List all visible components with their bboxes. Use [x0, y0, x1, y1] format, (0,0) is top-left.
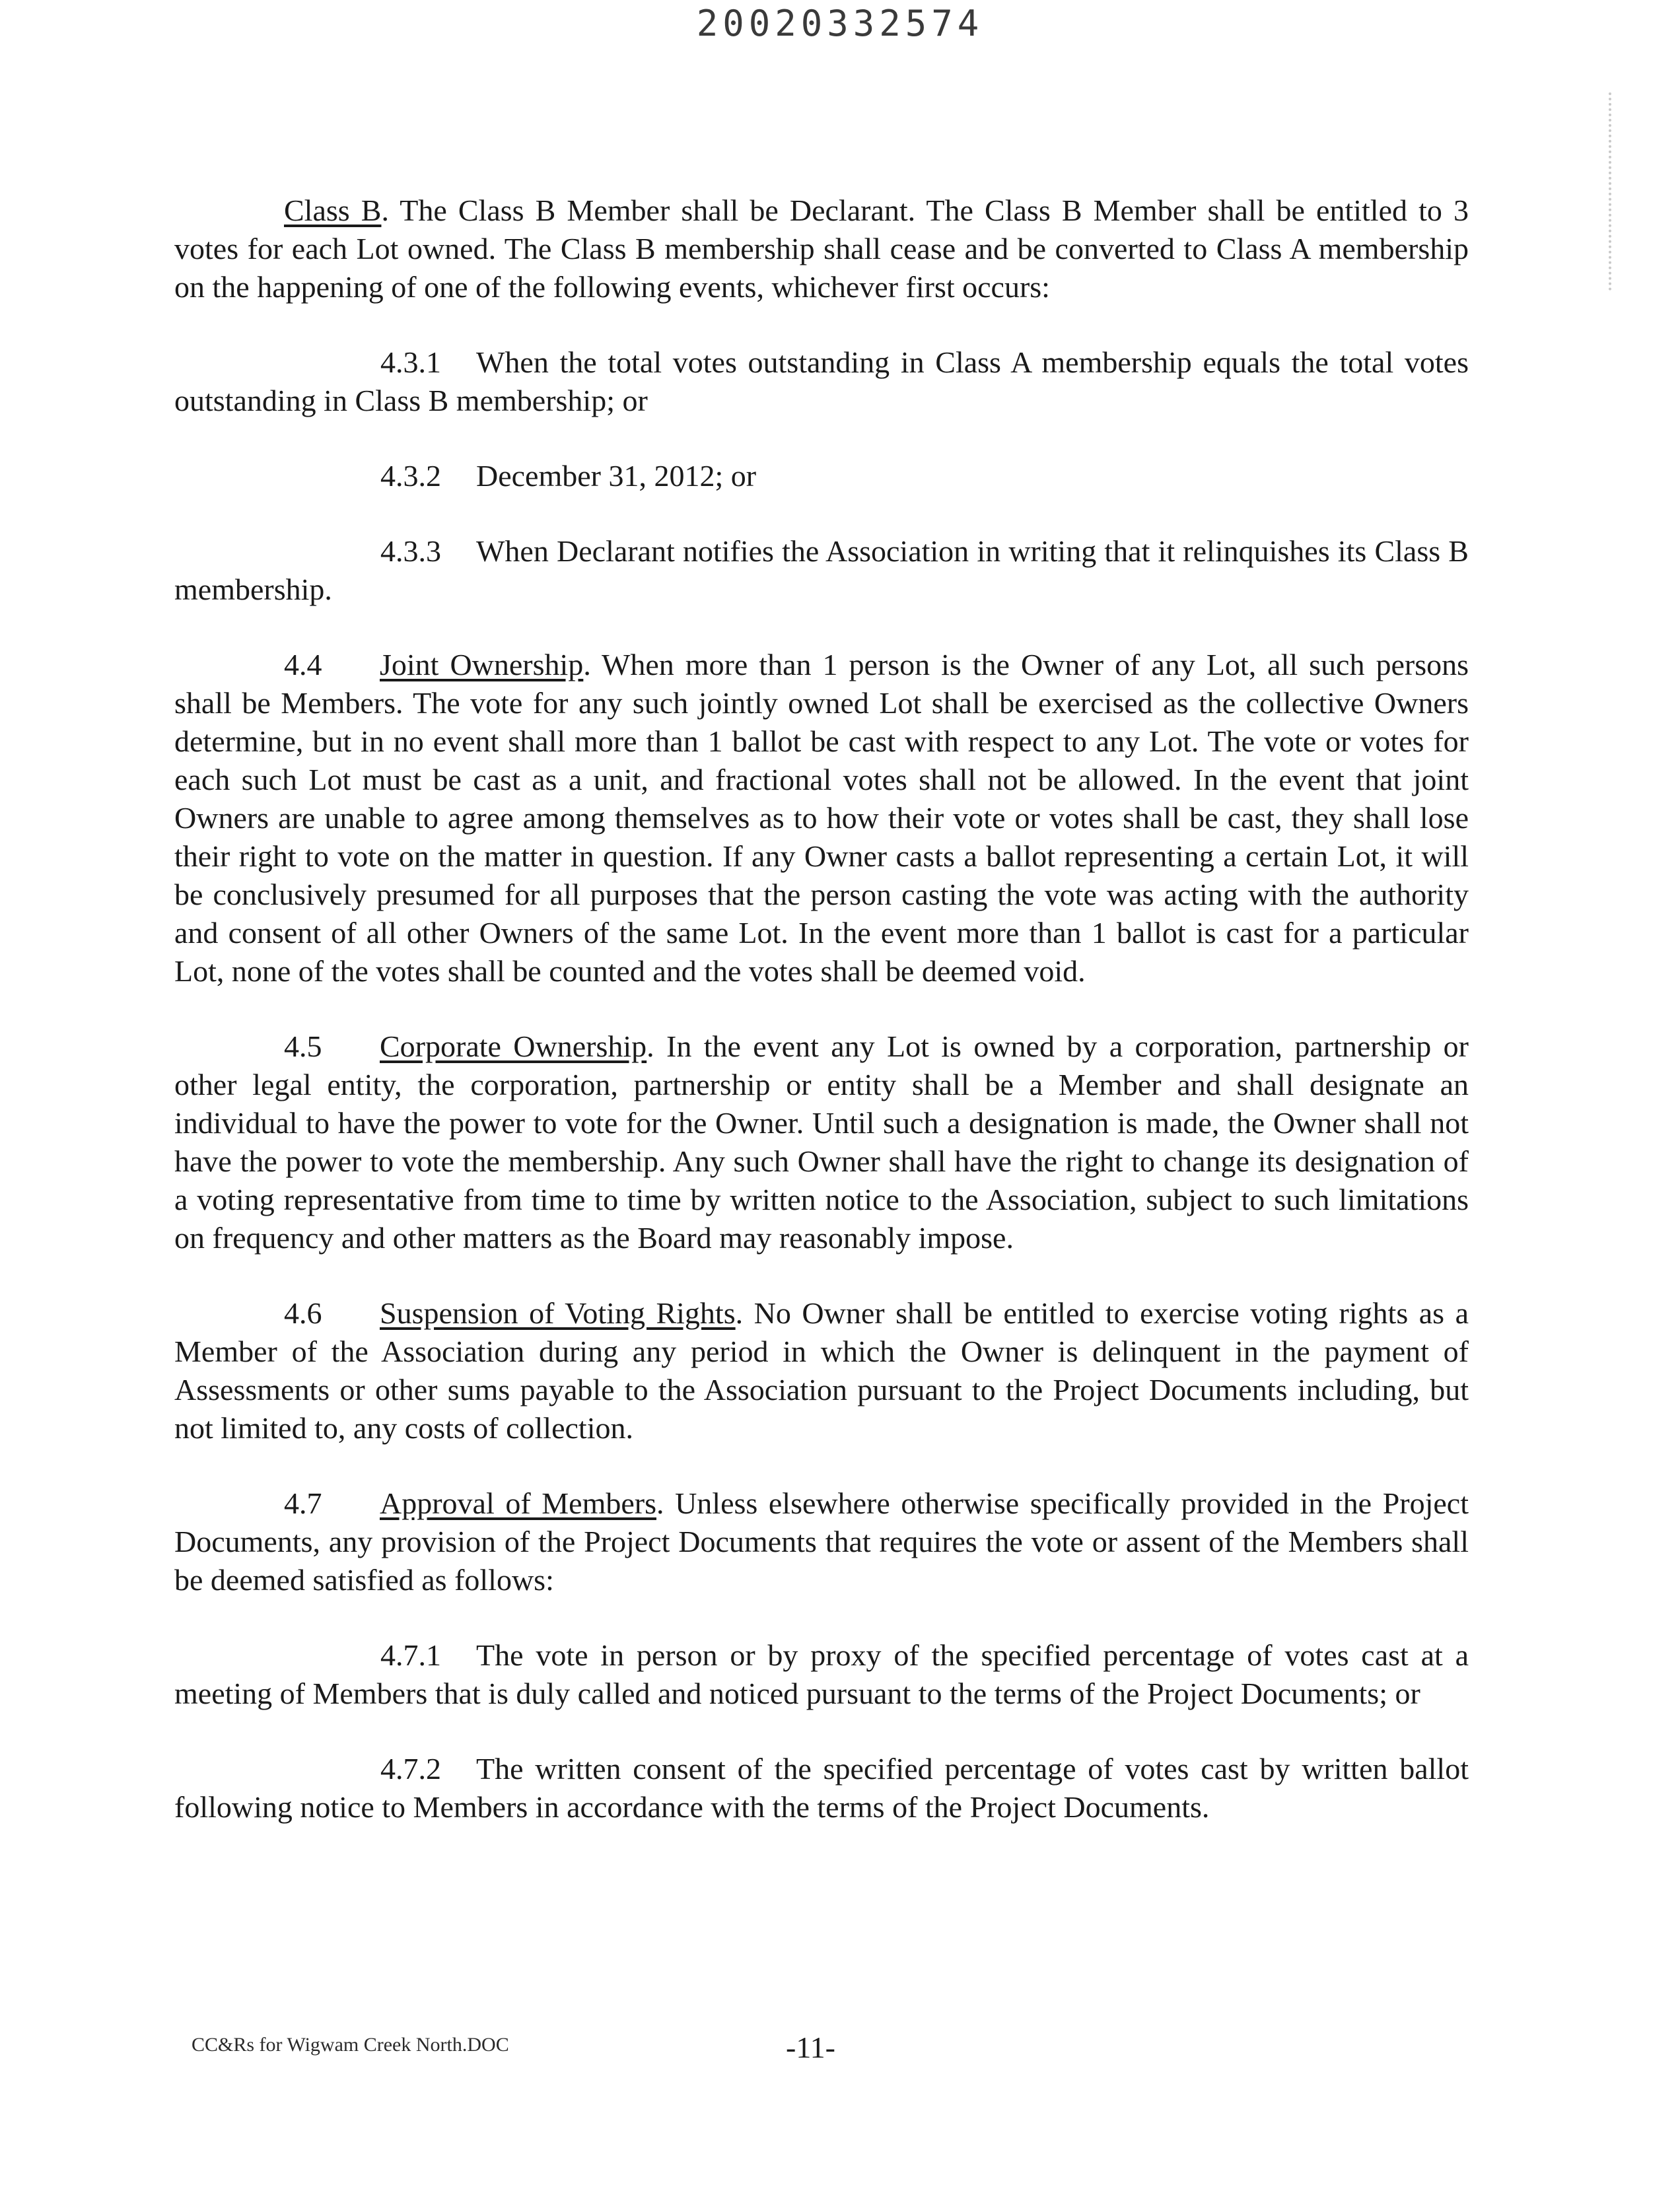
paragraph-4-7: [174, 1484, 1469, 1599]
paragraph-4-3-1: [174, 343, 1469, 420]
section-text: December 31, 2012; or: [476, 459, 757, 493]
paragraph-4-5: [174, 1027, 1469, 1257]
section-heading: Approval of Members: [380, 1486, 656, 1520]
section-number: 4.5: [284, 1029, 322, 1063]
section-text: . In the event any Lot is owned by a corporation, partnership or other legal entity, the corporation, partnership or entity shall be a Member and shall designate an individual to have the power to vote for the Owner. Until such a designation is made, the Owner shall not have the power to vote the membership. Any such Owner shall have the right to change its designation of a voting representative from time to time by written notice to the Association, subject to such limitations on frequency and other matters as the Board may reasonably impose.: [174, 1029, 1469, 1255]
section-number: 4.3.2: [380, 459, 441, 493]
section-text: The vote in person or by proxy of the specified percentage of votes cast at a meeting of Members that is duly called and noticed pursuant to the terms of the Project Documents; or: [174, 1638, 1469, 1710]
section-number: 4.7.1: [380, 1638, 441, 1672]
footer-page-number: -11-: [786, 2031, 835, 2064]
section-number: 4.6: [284, 1296, 322, 1330]
section-text: The written consent of the specified percentage of votes cast by written ballot following notice to Members in accordance with the terms of the Project Documents.: [174, 1752, 1469, 1824]
paragraph-4-3-2: [174, 457, 1469, 495]
section-text: . Unless elsewhere otherwise specifically provided in the Project Documents, any provision of the Project Documents that requires the vote or assent of the Members shall be deemed satisfied as follows:: [174, 1486, 1469, 1597]
section-text: When the total votes outstanding in Class A membership equals the total votes outstanding in Class B membership; or: [174, 345, 1469, 417]
paragraph-4-6: [174, 1294, 1469, 1447]
paragraph-4-7-2: [174, 1750, 1469, 1826]
section-number: 4.3.3: [380, 534, 441, 568]
section-number: 4.3.1: [380, 345, 441, 379]
section-number: 4.7: [284, 1486, 322, 1520]
section-heading: Corporate Ownership: [380, 1029, 647, 1063]
class-b-text: . The Class B Member shall be Declarant. The Class B Member shall be entitled to 3 votes for each Lot owned. The Class B membership shall cease and be converted to Class A membership on the happening of one of the following events, whichever first occurs:: [174, 193, 1469, 304]
paragraph-4-4: [174, 646, 1469, 990]
section-text: . When more than 1 person is the Owner of any Lot, all such persons shall be Members. The vote for any such jointly owned Lot shall be exercised as the collective Owners determine, but in no event shall more than 1 ballot be cast with respect to any Lot. The vote or votes for each such Lot must be cast as a unit, and fractional votes shall not be allowed. In the event that joint Owners are unable to agree among themselves as to how their vote or votes shall be cast, they shall lose their right to vote on the matter in question. If any Owner casts a ballot representing a certain Lot, it will be conclusively presumed for all purposes that the person casting the vote was acting with the authority and consent of all other Owners of the same Lot. In the event more than 1 ballot is cast for a particular Lot, none of the votes shall be counted and the votes shall be deemed void.: [174, 648, 1469, 988]
document-body: [174, 191, 1469, 1863]
page-footer: [192, 2030, 1486, 2069]
section-text: When Declarant notifies the Association in writing that it relinquishes its Class B membership.: [174, 534, 1469, 606]
record-number: 20020332574: [696, 3, 984, 44]
paragraph-class-b: [174, 191, 1469, 306]
section-number: 4.4: [284, 648, 322, 681]
scan-margin-marks: [1609, 92, 1615, 291]
class-b-heading: Class B: [284, 193, 382, 227]
section-heading: Joint Ownership: [380, 648, 584, 681]
paragraph-4-3-3: [174, 532, 1469, 609]
paragraph-4-7-1: [174, 1636, 1469, 1713]
section-heading: Suspension of Voting Rights: [380, 1296, 736, 1330]
footer-document-name: CC&Rs for Wigwam Creek North.DOC: [192, 2034, 509, 2056]
section-number: 4.7.2: [380, 1752, 441, 1786]
section-text: . No Owner shall be entitled to exercise voting rights as a Member of the Association during any period in which the Owner is delinquent in the payment of Assessments or other sums payable to the Association pursuant to the Project Documents including, but not limited to, any costs of collection.: [174, 1296, 1469, 1445]
